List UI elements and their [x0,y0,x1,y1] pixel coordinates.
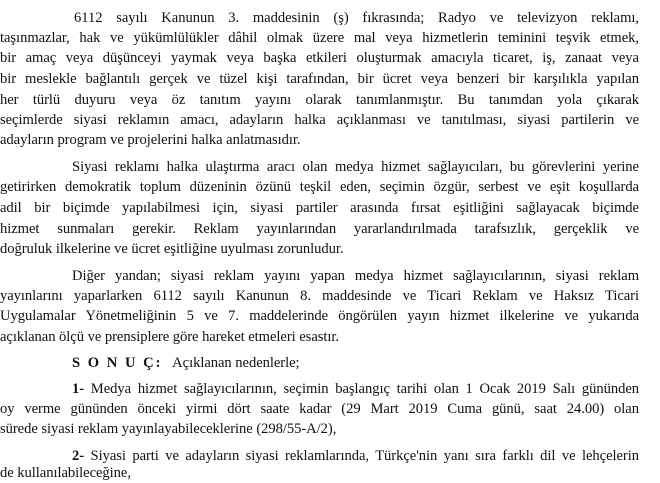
item-number: 2- [72,448,85,464]
item-number: 1- [72,381,85,397]
text-line: adil bir biçimde yapılabilmesi için, siyasi partiler arasında fırsat eşitliğini sağlayacak biçimde [0,200,639,216]
text-line: sürede siyasi reklam yayınlayabileceklerine (298/55-A/2), [0,421,337,437]
text-line: adayların program ve projelerini halka anlatmasıdır. [0,132,301,148]
text-line: bir amaç veya düşünceyi yaymak veya başka etkileri oluşturmak amacıyla ticaret, iş, zanaat veya [0,50,639,66]
conclusion-heading: S O N U Ç: [72,355,163,371]
text-line: Diğer yandan; siyasi reklam yayını yapan medya hizmet sağlayıcılarının, siyasi reklam [72,268,639,284]
text-line: taşınmazlar, hak ve yükümlülükler dâhil olmak üzere mal veya hizmetlerin teminini teşvik etmek, [0,30,639,46]
item-text: Siyasi parti ve adayların siyasi reklamlarında, Türkçe'nin yanı sıra farklı dil ve lehçelerin [84,448,639,464]
text-line: oy verme gününden önceki yirmi dört saate kadar (29 Mart 2019 Cuma günü, saat 24.00) olan [0,401,639,417]
text-line: getirirken demokratik toplum düzeninin özünü teşkil eden, seçimin özgür, serbest ve eşit koşullarda [0,179,639,195]
text-line: doğruluk ilkelerine ve ücret eşitliğine uyulması zorunludur. [0,241,344,257]
text-line: de kullanılabileceğine, [0,465,131,481]
text-line [0,379,639,399]
text-line: yayınlarını yaparlarken 6112 sayılı Kanunun 8. maddesinde ve Ticari Reklam ve Haksız Ticari [0,288,639,304]
item-text: Medya hizmet sağlayıcılarının, seçimin başlangıç tarihi olan 1 Ocak 2019 Salı gününden [84,381,639,397]
text-line: Siyasi reklamı halka ulaştırma aracı olan medya hizmet sağlayıcıları, bu görevlerini yerine [72,159,639,175]
text-line: açıklanan ölçü ve prensiplere göre hareket etmeleri esastır. [0,329,339,345]
text-line: Uygulamalar Yönetmeliğinin 5 ve 7. maddelerinde öngörülen yayın hizmet ilkelerine ve yukarıda [0,308,639,324]
text-line: her türlü duyuru veya öz tanıtım yayını olarak tanımlanmıştır. Bu tanımdan yola çıkarak [0,92,639,108]
text-line: 6112 sayılı Kanunun 3. maddesinin (ş) fıkrasında; Radyo ve televizyon reklamı, [74,10,639,26]
text-line: seçimlerde siyasi reklamın amacı, adayların halka açıklanması ve tanıtılması, siyasi partilerin ve [0,112,639,128]
conclusion-text: Açıklanan nedenlerle; [172,355,300,371]
text-line: bir meslekle bağlantılı gerçek ve tüzel kişi tarafından, bir ücret veya benzeri bir karşılıkla yapılan [0,71,639,87]
conclusion-line [0,353,660,373]
text-line: hizmet sunmaları gerekir. Reklam yayınlarından yararlandırılmada tarafsızlık, gerçeklik ve [0,221,639,237]
